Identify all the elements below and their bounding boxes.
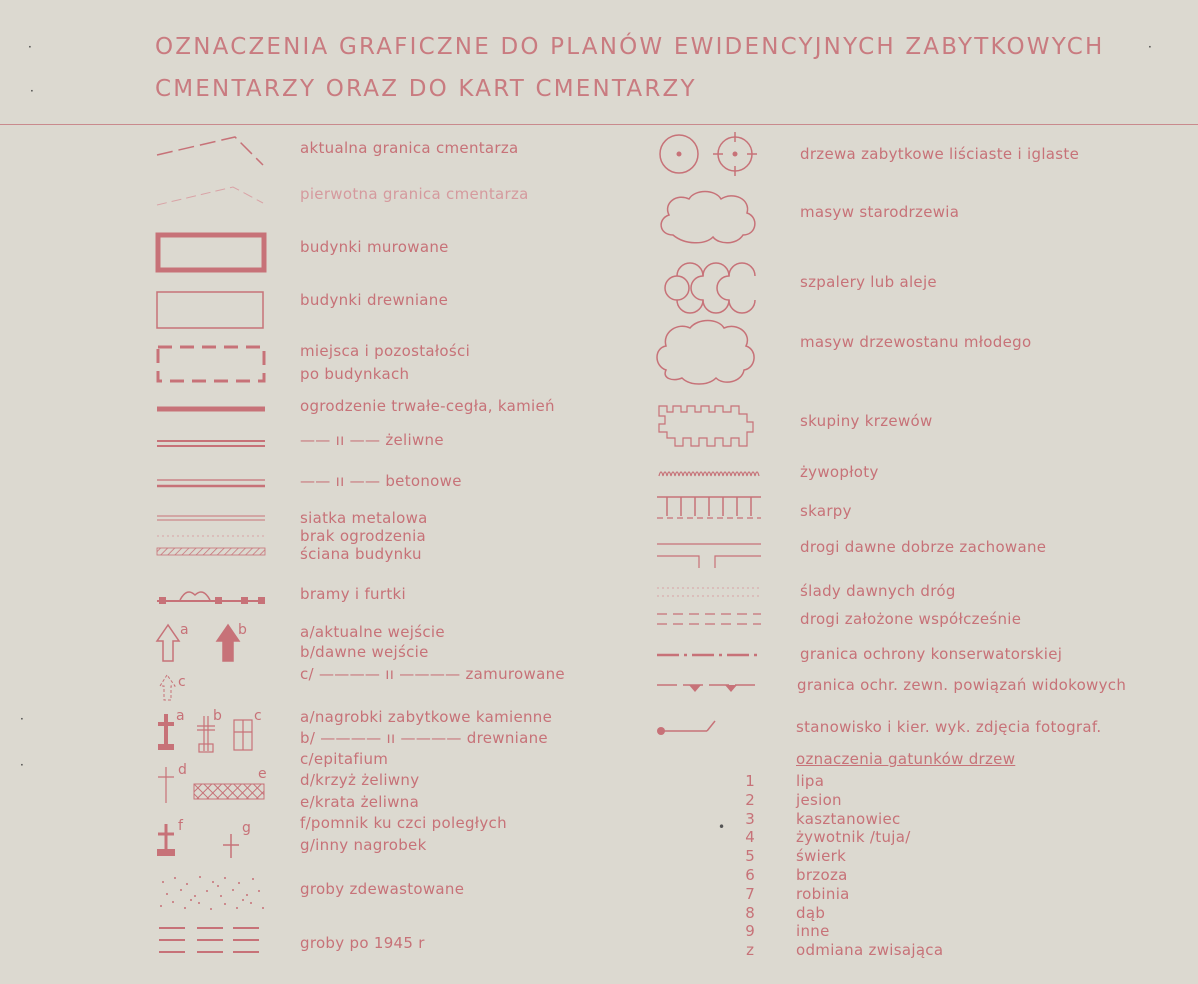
letter-f: f [178, 818, 184, 834]
grave-f-label: f/pomnik ku czci poległych [300, 814, 507, 832]
photo-position-symbol [655, 718, 725, 738]
species-code: 5 [745, 847, 755, 865]
letter-c-grave: c [254, 708, 262, 724]
masonry-buildings-label: budynki murowane [300, 238, 449, 256]
grave-e-label: e/krata żeliwna [300, 793, 420, 811]
devastated-graves-symbol [155, 872, 267, 914]
species-name: kasztanowiec [796, 810, 901, 828]
gates-symbol [155, 585, 267, 607]
old-stand-symbol [655, 187, 765, 247]
rows-alleys-label: szpalery lub aleje [800, 273, 937, 291]
memorial-icon [155, 822, 177, 858]
modern-roads-symbol [655, 610, 765, 628]
stray-dot: • [718, 820, 726, 834]
margin-mark: · [20, 758, 24, 772]
letter-g: g [242, 820, 252, 836]
concrete-fence-symbol [155, 477, 267, 489]
masonry-building-symbol [155, 232, 267, 274]
species-code: 1 [745, 772, 755, 790]
grave-b-label: b/ ———— ıı ———— drewniane [300, 729, 548, 747]
species-heading: oznaczenia gatunków drzew [796, 750, 1016, 768]
rows-alleys-symbol [655, 272, 765, 304]
letter-a: a [180, 622, 189, 638]
entrance-b-label: b/dawne wejście [300, 643, 429, 661]
species-code: 2 [745, 791, 755, 809]
old-road-traces-label: ślady dawnych dróg [800, 582, 956, 600]
species-code: z [746, 941, 754, 959]
escarpments-label: skarpy [800, 502, 852, 520]
species-name: lipa [796, 772, 825, 790]
title-line-2: CMENTARZY ORAZ DO KART CMENTARZY [155, 76, 697, 102]
old-road-traces-symbol [655, 584, 765, 600]
walled-entrance-arrow-icon [158, 673, 180, 703]
permanent-fence-label: ogrodzenie trwałe-cegła, kamień [300, 397, 555, 415]
metal-mesh-label: siatka metalowa [300, 509, 428, 527]
building-remains-label-1: miejsca i pozostałości [300, 342, 471, 360]
cast-iron-grille-icon [193, 783, 265, 801]
letter-b-grave: b [213, 708, 223, 724]
current-boundary-symbol [155, 135, 270, 170]
species-code: 4 [745, 828, 755, 846]
species-name: robinia [796, 885, 850, 903]
species-name: żywotnik /tuja/ [796, 828, 911, 846]
entrance-c-label: c/ ———— ıı ———— zamurowane [300, 665, 565, 683]
building-remains-label-2: po budynkach [300, 365, 410, 383]
species-code: 9 [745, 922, 755, 940]
hedges-label: żywopłoty [800, 463, 879, 481]
photo-position-label: stanowisko i kier. wyk. zdjęcia fotograf. [796, 718, 1102, 736]
old-roads-preserved-label: drogi dawne dobrze zachowane [800, 538, 1047, 556]
view-border-symbol [655, 678, 765, 698]
old-roads-preserved-symbol [655, 538, 765, 570]
conservation-border-label: granica ochrony konserwatorskiej [800, 645, 1063, 663]
species-name: inne [796, 922, 830, 940]
building-wall-symbol [155, 546, 267, 558]
gates-label: bramy i furtki [300, 585, 406, 603]
stone-grave-cross-icon [155, 712, 177, 752]
letter-d: d [178, 762, 188, 778]
original-boundary-symbol [155, 183, 270, 213]
modern-roads-label: drogi założone współcześnie [800, 610, 1022, 628]
shrub-groups-label: skupiny krzewów [800, 412, 933, 430]
graves-after-1945-symbol [155, 924, 267, 960]
species-code: 8 [745, 904, 755, 922]
margin-mark: · [1148, 40, 1152, 54]
no-fence-label: brak ogrodzenia [300, 527, 427, 545]
old-stand-label: masyw starodrzewia [800, 203, 960, 221]
species-name: dąb [796, 904, 826, 922]
wooden-buildings-label: budynki drewniane [300, 291, 449, 309]
epitaph-icon [232, 718, 256, 752]
concrete-fence-label: —— ıı —— betonowe [300, 472, 462, 490]
grave-a-label: a/nagrobki zabytkowe kamienne [300, 708, 553, 726]
title-line-1: OZNACZENIA GRAFICZNE DO PLANÓW EWIDENCYJNYCH ZABYTKOWYCH [155, 34, 1105, 60]
permanent-fence-symbol [155, 404, 267, 414]
building-wall-label: ściana budynku [300, 545, 422, 563]
metal-mesh-symbol [155, 514, 267, 524]
species-code: 7 [745, 885, 755, 903]
conservation-border-symbol [655, 650, 765, 660]
heritage-trees-symbol [655, 130, 765, 178]
young-stand-symbol [652, 318, 762, 388]
margin-mark: · [20, 712, 24, 726]
devastated-graves-label: groby zdewastowane [300, 880, 465, 898]
letter-b: b [238, 622, 248, 638]
current-boundary-label: aktualna granica cmentarza [300, 139, 519, 157]
margin-mark: · [30, 84, 34, 98]
species-code: 3 [745, 810, 755, 828]
building-remains-symbol [155, 344, 267, 386]
grave-c-label: c/epitafium [300, 750, 389, 768]
title-divider [0, 124, 1198, 125]
cast-iron-fence-symbol [155, 438, 267, 450]
wooden-building-symbol [155, 290, 267, 332]
graves-after-1945-label: groby po 1945 r [300, 934, 425, 952]
no-fence-symbol [155, 533, 267, 539]
species-name: świerk [796, 847, 847, 865]
view-border-label: granica ochr. zewn. powiązań widokowych [797, 676, 1127, 694]
letter-e: e [258, 766, 267, 782]
escarpments-symbol [655, 494, 765, 522]
hedges-symbol [655, 466, 765, 480]
shrub-groups-symbol [655, 402, 765, 452]
cast-iron-fence-label: —— ıı —— żeliwne [300, 431, 444, 449]
species-name: jesion [796, 791, 842, 809]
grave-d-label: d/krzyż żeliwny [300, 771, 420, 789]
grave-g-label: g/inny nagrobek [300, 836, 427, 854]
heritage-trees-label: drzewa zabytkowe liściaste i iglaste [800, 145, 1080, 163]
species-name: odmiana zwisająca [796, 941, 944, 959]
entrance-a-label: a/aktualne wejście [300, 623, 445, 641]
species-name: brzoza [796, 866, 848, 884]
young-stand-label: masyw drzewostanu młodego [800, 333, 1032, 351]
original-boundary-label: pierwotna granica cmentarza [300, 185, 529, 203]
margin-mark: · [28, 40, 32, 54]
letter-c: c [178, 674, 186, 690]
species-code: 6 [745, 866, 755, 884]
other-grave-icon [220, 832, 242, 860]
cast-iron-cross-icon [155, 765, 177, 805]
letter-a-grave: a [176, 708, 185, 724]
